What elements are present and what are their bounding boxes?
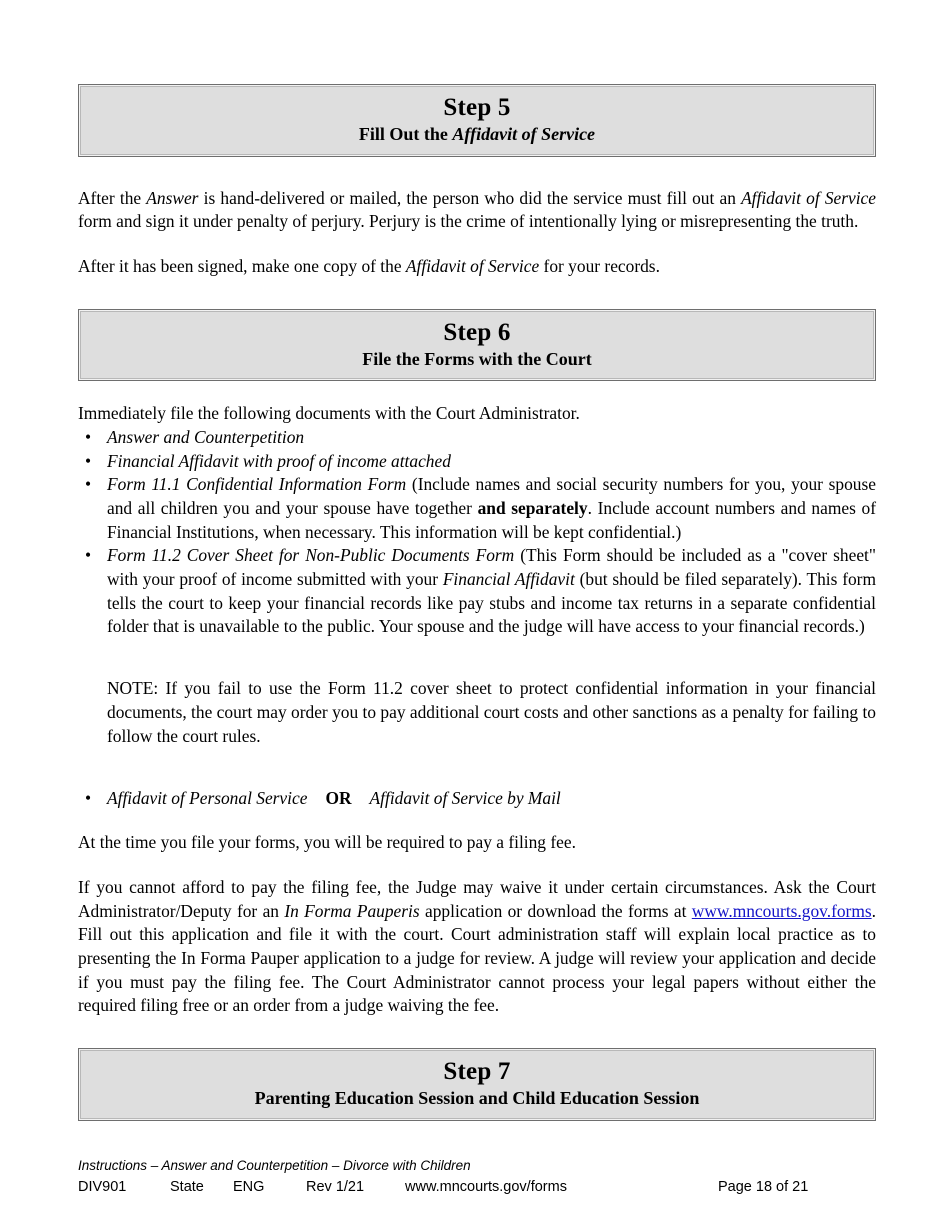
s5p1-i1: Answer xyxy=(146,187,199,208)
bullet-4-italic: Form 11.2 Cover Sheet for Non-Public Documents Form xyxy=(107,545,515,566)
step-7-header-box xyxy=(78,1048,876,1121)
bullet-1-italic: Answer and Counterpetition xyxy=(107,426,305,447)
footer-meta-row xyxy=(78,1178,876,1198)
step-5-number: Step 5 xyxy=(443,94,511,121)
bullet-icon: • xyxy=(85,450,92,471)
step-6-intro: Immediately file the following documents with the Court Administrator. xyxy=(78,403,580,424)
spacer xyxy=(78,381,876,402)
step-5-paragraph-1 xyxy=(78,187,876,234)
s5p2-t2: for your records. xyxy=(539,255,660,276)
affidavit-service-by-mail: Affidavit of Service by Mail xyxy=(369,787,561,808)
or-separator: OR xyxy=(325,787,352,808)
list-item xyxy=(78,450,876,474)
s5p1-i2: Affidavit of Service xyxy=(741,187,876,208)
s5p2-t1: After it has been signed, make one copy of the xyxy=(78,255,406,276)
footer-form-code: DIV901 xyxy=(78,1178,127,1195)
step-6-number: Step 6 xyxy=(443,318,511,346)
spacer xyxy=(78,810,876,831)
step-7-subtitle-prefix: Parenting Education Session and Child Education Session xyxy=(254,1088,700,1109)
waiver-t1: If you cannot afford to pay the filing fee, the Judge may waive it under certain circumstances. Ask the Court Administrator/Deputy for an xyxy=(78,877,876,921)
spacer xyxy=(78,234,876,255)
bullet-icon: • xyxy=(85,426,92,447)
step-6-filing-fee-paragraph: At the time you file your forms, you will be required to pay a filing fee. xyxy=(78,832,576,853)
spacer xyxy=(78,279,876,309)
mncourts-forms-link[interactable]: www.mncourts.gov.forms xyxy=(691,900,872,921)
step-5-subtitle-italic: Affidavit of Service xyxy=(452,124,596,144)
s5p1-t2: is hand-delivered or mailed, the person who did the service must fill out an xyxy=(198,187,742,208)
waiver-t3: . Fill out this application and file it with the court. Court administration staff will explain local practice as to presenting the In Forma Pauper application to a judge for review. A judge will review your application and decide if you must pay the filing fee. The Court Administrator cannot process your legal papers without either the required filing free or an order from a judge waiving the fee. xyxy=(78,900,876,1016)
step-6-subtitle xyxy=(91,349,863,371)
bullet-3-t1: (Include names and social security numbers for you, your spouse and all children you and your spouse have together xyxy=(107,474,876,518)
in-forma-pauperis-italic: In Forma Pauperis xyxy=(284,900,420,921)
footer-language: ENG xyxy=(233,1178,265,1195)
step-6-affidavit-list xyxy=(78,787,876,811)
page-footer xyxy=(78,1158,876,1198)
spacer xyxy=(78,639,876,660)
footer-revision: Rev 1/21 xyxy=(306,1178,365,1195)
step-6-note: NOTE: If you fail to use the Form 11.2 cover sheet to protect confidential information in your financial documents, the court may order you to pay additional court costs and other sanctions as a penalty for failing to follow the court rules. xyxy=(107,678,876,746)
footer-scope: State xyxy=(170,1178,204,1195)
step-6-subtitle-prefix: File the Forms with the Court xyxy=(362,348,592,369)
s5p2-i1: Affidavit of Service xyxy=(405,255,540,276)
list-item xyxy=(78,426,876,450)
step-6-document-list xyxy=(78,426,876,639)
step-7-number: Step 7 xyxy=(443,1058,511,1086)
bullet-4-t2: (but should be filed separately). This form tells the court to keep your financial records like pay stubs and income tax returns in a separate confidential folder that is unavailable to the public. Your spouse and the judge will have access to your financial records.) xyxy=(107,568,876,637)
list-item xyxy=(78,787,876,811)
bullet-3-t2: . Include account numbers and names of Financial Institutions, when necessary. This information will be kept confidential.) xyxy=(107,497,876,542)
footer-url: www.mncourts.gov/forms xyxy=(405,1178,567,1195)
step-5-header-box xyxy=(78,84,876,157)
bullet-icon: • xyxy=(85,787,92,808)
bullet-4-italic-2: Financial Affidavit xyxy=(442,568,575,589)
step-6-fee-waiver-paragraph xyxy=(78,876,876,1018)
spacer xyxy=(78,1018,876,1048)
step-7-subtitle xyxy=(91,1088,863,1110)
spacer xyxy=(78,766,876,787)
list-item xyxy=(78,473,876,544)
step-5-paragraph-2 xyxy=(78,255,876,279)
step-5-subtitle xyxy=(91,124,863,146)
page-content xyxy=(78,84,876,1121)
step-5-subtitle-prefix: Fill Out the xyxy=(358,124,453,144)
affidavit-personal-service: Affidavit of Personal Service xyxy=(107,787,308,808)
s5p1-t1: After the xyxy=(78,187,147,208)
bullet-3-italic: Form 11.1 Confidential Information Form xyxy=(107,474,407,495)
footer-page-number: Page 18 of 21 xyxy=(718,1178,809,1195)
step-6-header-box xyxy=(78,309,876,382)
s5p1-t3: form and sign it under penalty of perjury. Perjury is the crime of intentionally lying or misrepresenting the truth. xyxy=(78,211,859,232)
bullet-icon: • xyxy=(85,474,92,495)
bullet-3-bold: and separately xyxy=(477,497,588,518)
waiver-t2: application or download the forms at xyxy=(419,900,692,921)
spacer xyxy=(78,855,876,876)
list-item xyxy=(78,544,876,639)
bullet-icon: • xyxy=(85,545,92,566)
footer-title: Instructions – Answer and Counterpetition – Divorce with Children xyxy=(78,1158,471,1173)
bullet-2-italic: Financial Affidavit with proof of income attached xyxy=(107,450,451,471)
bullet-4-t1: (This Form should be included as a "cover sheet" with your proof of income submitted with your xyxy=(107,545,876,589)
spacer xyxy=(78,157,876,187)
